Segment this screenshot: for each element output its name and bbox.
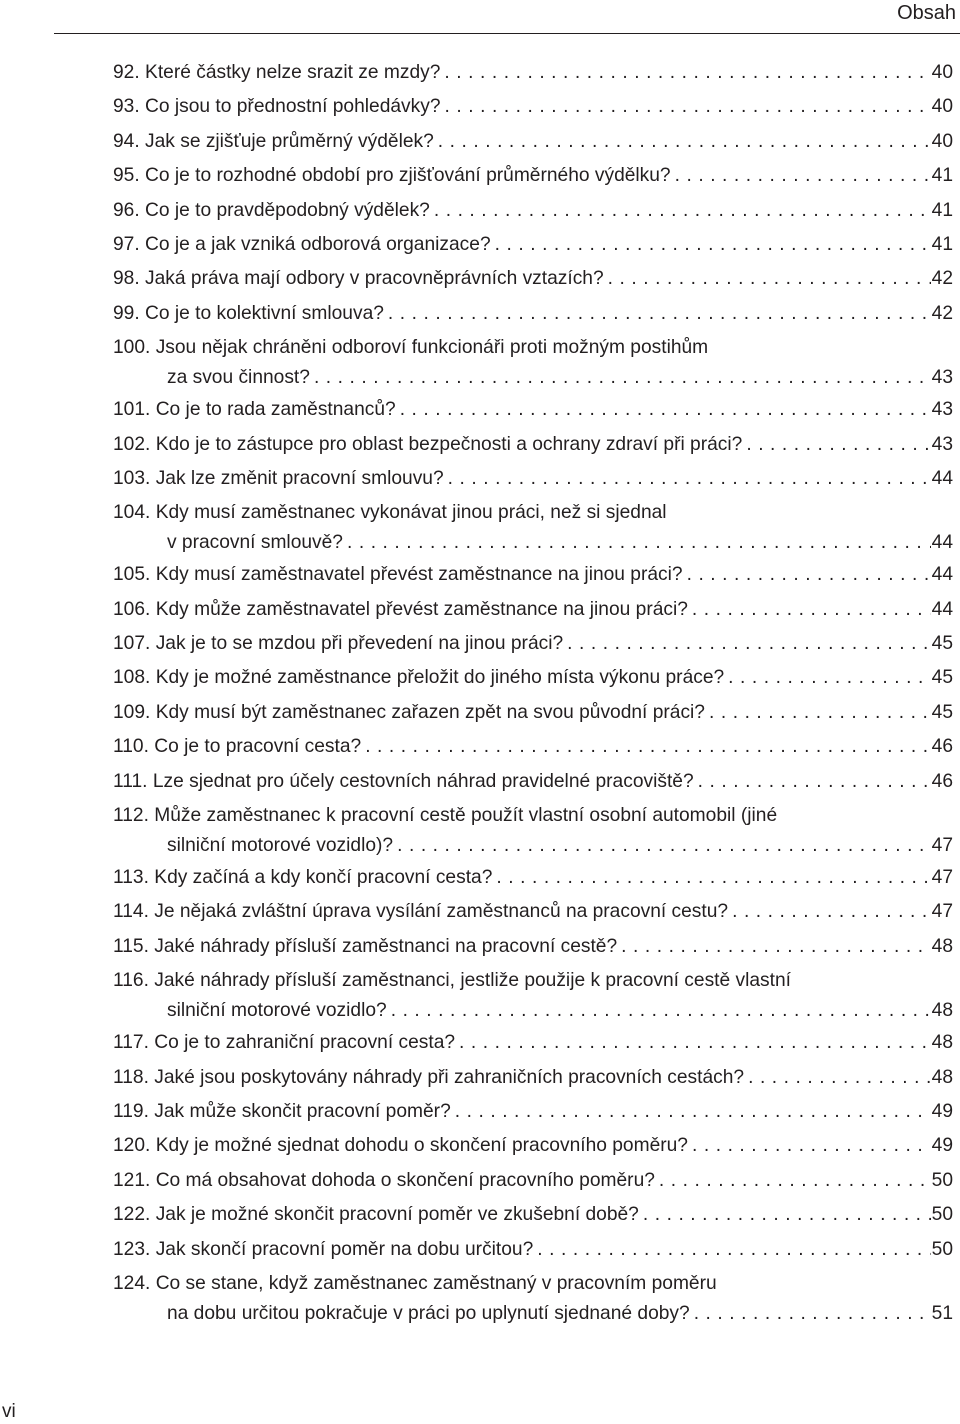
- dot-leader: [748, 1063, 931, 1093]
- dot-leader: [643, 1200, 931, 1230]
- toc-entry-title: Co jsou to přednostní pohledávky?: [145, 96, 441, 118]
- dot-leader: [728, 663, 930, 693]
- toc-entry-number: 111.: [113, 770, 148, 792]
- toc-entry-line: [113, 1200, 953, 1230]
- toc-entry-line: [113, 264, 953, 294]
- dot-leader: [709, 698, 931, 728]
- toc-entry-number: 114.: [113, 901, 149, 923]
- dot-leader: [455, 1097, 931, 1127]
- toc-entry[interactable]: [113, 333, 953, 393]
- toc-entry-line: [113, 464, 953, 494]
- toc-entry-title: Jak lze změnit pracovní smlouvu?: [155, 467, 444, 489]
- toc-entry[interactable]: [113, 863, 953, 893]
- toc-entry-line: [113, 161, 953, 191]
- toc-entry-title: Jaké náhrady přísluší zaměstnanci na pracovní cestě?: [154, 935, 618, 957]
- toc-entry[interactable]: [113, 395, 953, 425]
- dot-leader: [347, 528, 931, 558]
- toc-entry-line: [113, 863, 953, 893]
- toc-entry-page: 44: [931, 598, 953, 620]
- toc-entry-title: Jsou nějak chráněni odboroví funkcionáři proti možným postihům: [155, 337, 709, 359]
- toc-entry-number: 117.: [113, 1032, 149, 1054]
- dot-leader: [391, 996, 931, 1026]
- toc-entry-number: 106.: [113, 598, 151, 620]
- toc-entry[interactable]: [113, 127, 953, 157]
- toc-entry-title: Kdy musí být zaměstnanec zařazen zpět na svou původní práci?: [155, 701, 705, 723]
- toc-entry[interactable]: [113, 663, 953, 693]
- toc-entry-number: 113.: [113, 867, 149, 889]
- toc-entry-page: 50: [931, 1204, 953, 1226]
- toc-entry-number: 92.: [113, 62, 140, 83]
- toc-entry[interactable]: [113, 1063, 953, 1093]
- toc-entry-page: 47: [931, 867, 953, 889]
- dot-leader: [434, 196, 931, 226]
- toc-entry[interactable]: [113, 1200, 953, 1230]
- toc-entry-page: 44: [931, 532, 953, 554]
- toc-entry-title-continued: silniční motorové vozidlo?: [167, 1000, 387, 1022]
- toc-entry[interactable]: [113, 1028, 953, 1058]
- toc-entry-last-line: [113, 996, 953, 1026]
- toc-entry-number: 118.: [113, 1066, 149, 1088]
- toc-entry-title: Jak je to se mzdou při převedení na jinou práci?: [155, 633, 564, 655]
- toc-entry-number: 96.: [113, 199, 140, 221]
- toc-entry[interactable]: [113, 196, 953, 226]
- dot-leader: [687, 560, 931, 590]
- toc-entry-title: Je nějaká zvláštní úprava vysílání zaměstnanců na pracovní cestu?: [154, 901, 729, 923]
- dot-leader: [692, 1131, 931, 1161]
- running-head: Obsah: [897, 2, 956, 24]
- toc-entry-number: 102.: [113, 433, 151, 455]
- toc-entry-line: [113, 663, 953, 693]
- toc-entry-page: 43: [931, 399, 953, 421]
- toc-entry[interactable]: [113, 732, 953, 762]
- toc-entry-line: [113, 629, 953, 659]
- toc-entry-title: Co je a jak vzniká odborová organizace?: [145, 233, 491, 255]
- toc-entry-line: [113, 932, 953, 962]
- dot-leader: [495, 230, 931, 260]
- toc-entry-page: 43: [931, 433, 953, 455]
- toc-entry-number: 93.: [113, 96, 140, 118]
- toc-entry-line: [113, 230, 953, 260]
- toc-entry-page: 48: [931, 935, 953, 957]
- toc-entry-line: [113, 595, 953, 625]
- toc-entry-number: 97.: [113, 233, 140, 255]
- toc-entry-number: 105.: [113, 564, 151, 586]
- toc-entry-title: Kdy začíná a kdy končí pracovní cesta?: [154, 867, 493, 889]
- dot-leader: [388, 299, 931, 329]
- table-of-contents: [113, 58, 953, 1331]
- dot-leader: [732, 897, 931, 927]
- dot-leader: [692, 595, 931, 625]
- toc-entry[interactable]: [113, 698, 953, 728]
- toc-entry-title-continued: v pracovní smlouvě?: [167, 532, 343, 554]
- toc-entry-page: 41: [931, 199, 953, 221]
- toc-entry-number: 123.: [113, 1238, 151, 1260]
- toc-entry-line: [113, 1131, 953, 1161]
- toc-entry-page: 50: [931, 1238, 953, 1260]
- dot-leader: [746, 430, 930, 460]
- toc-entry-page: 50: [931, 1169, 953, 1191]
- toc-entry-title: Co je to rozhodné období pro zjišťování průměrného výdělku?: [145, 165, 671, 187]
- dot-leader: [314, 363, 931, 393]
- toc-entry-page: 45: [931, 633, 953, 655]
- toc-entry-title: Kdy musí zaměstnavatel převést zaměstnance na jinou práci?: [155, 564, 683, 586]
- toc-entry-number: 101.: [113, 399, 151, 421]
- toc-entry-page: 42: [931, 268, 953, 290]
- toc-entry-title: Kdy je možné zaměstnance přeložit do jiného místa výkonu práce?: [155, 667, 725, 689]
- toc-entry-page: 45: [931, 701, 953, 723]
- header-rule: [54, 33, 960, 34]
- toc-entry-page: 48: [931, 1000, 953, 1022]
- toc-entry-line: [113, 560, 953, 590]
- toc-entry-title: Co je to rada zaměstnanců?: [155, 399, 396, 421]
- dot-leader: [438, 127, 931, 157]
- toc-entry-title-continued: na dobu určitou pokračuje v práci po uplynutí sjednané doby?: [167, 1302, 690, 1324]
- toc-entry-number: 119.: [113, 1100, 149, 1122]
- toc-entry-page: 41: [931, 233, 953, 255]
- toc-entry-title: Může zaměstnanec k pracovní cestě použít vlastní osobní automobil (jiné: [154, 805, 778, 827]
- toc-entry-number: 98.: [113, 268, 140, 290]
- toc-entry-title: Jak se zjišťuje průměrný výdělek?: [145, 130, 434, 152]
- toc-entry-title: Co je to kolektivní smlouva?: [145, 302, 384, 324]
- toc-entry[interactable]: [113, 966, 953, 1026]
- dot-leader: [444, 58, 930, 88]
- toc-entry[interactable]: [113, 629, 953, 659]
- toc-entry-number: 116.: [113, 970, 149, 992]
- toc-entry-number: 115.: [113, 935, 149, 957]
- toc-entry-page: 47: [931, 901, 953, 923]
- dot-leader: [537, 1235, 930, 1265]
- dot-leader: [459, 1028, 931, 1058]
- toc-entry-first-line: [113, 966, 953, 996]
- dot-leader: [608, 264, 931, 294]
- toc-entry-title: Kdo je to zástupce pro oblast bezpečnosti a ochrany zdraví při práci?: [155, 433, 743, 455]
- dot-leader: [659, 1166, 931, 1196]
- toc-entry[interactable]: [113, 92, 953, 122]
- dot-leader: [496, 863, 930, 893]
- toc-entry-line: [113, 92, 953, 122]
- toc-entry-number: 108.: [113, 667, 151, 689]
- toc-entry-page: 40: [931, 130, 953, 152]
- toc-entry-line: [113, 58, 953, 88]
- toc-entry-page: 46: [931, 770, 953, 792]
- toc-entry-last-line: [113, 831, 953, 861]
- toc-entry-first-line: [113, 1269, 953, 1299]
- toc-entry-page: 48: [931, 1032, 953, 1054]
- dot-leader: [365, 732, 930, 762]
- toc-entry-title: Jaká práva mají odbory v pracovněprávních vztazích?: [145, 268, 604, 290]
- toc-entry-title: Co se stane, když zaměstnanec zaměstnaný v pracovním poměru: [155, 1272, 717, 1294]
- toc-entry[interactable]: [113, 767, 953, 797]
- toc-entry-first-line: [113, 801, 953, 831]
- toc-entry-number: 110.: [113, 736, 149, 758]
- toc-entry-number: 124.: [113, 1272, 151, 1294]
- toc-entry[interactable]: [113, 58, 953, 88]
- toc-entry-first-line: [113, 333, 953, 363]
- page-number: vi: [2, 1401, 16, 1422]
- toc-entry-title: Jak může skončit pracovní poměr?: [154, 1100, 451, 1122]
- toc-entry-page: 47: [931, 835, 953, 857]
- toc-entry[interactable]: [113, 498, 953, 558]
- dot-leader: [621, 932, 931, 962]
- toc-entry[interactable]: [113, 464, 953, 494]
- toc-entry-page: 44: [931, 467, 953, 489]
- toc-entry-title: Lze sjednat pro účely cestovních náhrad pravidelné pracoviště?: [152, 770, 694, 792]
- toc-entry-last-line: [113, 528, 953, 558]
- toc-entry[interactable]: [113, 161, 953, 191]
- toc-entry[interactable]: [113, 1131, 953, 1161]
- toc-entry-line: [113, 430, 953, 460]
- toc-entry-page: 41: [931, 165, 953, 187]
- toc-entry-last-line: [113, 1299, 953, 1329]
- toc-entry-last-line: [113, 363, 953, 393]
- toc-entry-number: 112.: [113, 805, 149, 827]
- toc-entry-page: 49: [931, 1100, 953, 1122]
- toc-entry-title: Jaké náhrady přísluší zaměstnanci, jestliže použije k pracovní cestě vlastní: [154, 970, 791, 992]
- toc-entry-number: 99.: [113, 302, 140, 324]
- dot-leader: [445, 92, 931, 122]
- toc-entry-number: 109.: [113, 701, 151, 723]
- toc-entry-page: 48: [931, 1066, 953, 1088]
- toc-entry[interactable]: [113, 801, 953, 861]
- toc-entry[interactable]: [113, 560, 953, 590]
- toc-entry-page: 45: [931, 667, 953, 689]
- dot-leader: [400, 395, 931, 425]
- toc-entry-number: 94.: [113, 130, 140, 152]
- toc-entry-page: 42: [931, 302, 953, 324]
- toc-entry-number: 122.: [113, 1204, 151, 1226]
- toc-entry-first-line: [113, 498, 953, 528]
- toc-entry-line: [113, 1097, 953, 1127]
- toc-entry[interactable]: [113, 897, 953, 927]
- toc-entry[interactable]: [113, 595, 953, 625]
- dot-leader: [567, 629, 931, 659]
- toc-entry-title: Jaké jsou poskytovány náhrady při zahraničních pracovních cestách?: [154, 1066, 745, 1088]
- toc-entry-line: [113, 1166, 953, 1196]
- toc-entry-title: Kdy je možné sjednat dohodu o skončení pracovního poměru?: [155, 1135, 688, 1157]
- toc-entry-title-continued: za svou činnost?: [167, 367, 310, 389]
- dot-leader: [694, 1299, 931, 1329]
- toc-entry-number: 100.: [113, 337, 151, 359]
- toc-entry-number: 95.: [113, 165, 140, 187]
- toc-entry[interactable]: [113, 1166, 953, 1196]
- toc-entry-page: 40: [931, 62, 953, 83]
- toc-entry-page: 40: [931, 96, 953, 118]
- toc-entry[interactable]: [113, 299, 953, 329]
- toc-entry-title: Které částky nelze srazit ze mzdy?: [145, 62, 441, 83]
- toc-entry-number: 103.: [113, 467, 151, 489]
- toc-entry[interactable]: [113, 230, 953, 260]
- toc-entry-title: Jak skončí pracovní poměr na dobu určitou?: [155, 1238, 534, 1260]
- toc-entry-title: Co má obsahovat dohoda o skončení pracovního poměru?: [155, 1169, 655, 1191]
- toc-entry-title: Jak je možné skončit pracovní poměr ve zkušební době?: [155, 1204, 639, 1226]
- toc-entry-line: [113, 767, 953, 797]
- toc-entry[interactable]: [113, 264, 953, 294]
- toc-entry[interactable]: [113, 1269, 953, 1329]
- dot-leader: [448, 464, 931, 494]
- toc-entry-line: [113, 395, 953, 425]
- toc-entry[interactable]: [113, 1097, 953, 1127]
- toc-entry-line: [113, 1235, 953, 1265]
- toc-entry-number: 121.: [113, 1169, 151, 1191]
- toc-entry-line: [113, 1028, 953, 1058]
- toc-entry-line: [113, 897, 953, 927]
- toc-entry-title: Kdy musí zaměstnanec vykonávat jinou práci, než si sjednal: [155, 502, 667, 524]
- toc-entry-number: 104.: [113, 502, 151, 524]
- toc-entry-line: [113, 732, 953, 762]
- toc-entry-title-continued: silniční motorové vozidlo)?: [167, 835, 394, 857]
- toc-entry-number: 107.: [113, 633, 151, 655]
- toc-entry-page: 51: [931, 1302, 953, 1324]
- toc-entry-number: 120.: [113, 1135, 151, 1157]
- toc-entry-title: Kdy může zaměstnavatel převést zaměstnance na jinou práci?: [155, 598, 688, 620]
- dot-leader: [397, 831, 931, 861]
- dot-leader: [675, 161, 931, 191]
- toc-entry-line: [113, 698, 953, 728]
- toc-entry[interactable]: [113, 932, 953, 962]
- toc-entry[interactable]: [113, 430, 953, 460]
- toc-entry-page: 46: [931, 736, 953, 758]
- toc-entry[interactable]: [113, 1235, 953, 1265]
- toc-entry-line: [113, 196, 953, 226]
- toc-entry-page: 49: [931, 1135, 953, 1157]
- dot-leader: [698, 767, 931, 797]
- toc-entry-title: Co je to pravděpodobný výdělek?: [145, 199, 430, 221]
- toc-entry-page: 44: [931, 564, 953, 586]
- toc-entry-line: [113, 299, 953, 329]
- toc-entry-title: Co je to pracovní cesta?: [154, 736, 362, 758]
- toc-entry-page: 43: [931, 367, 953, 389]
- toc-entry-line: [113, 127, 953, 157]
- toc-entry-title: Co je to zahraniční pracovní cesta?: [154, 1032, 456, 1054]
- toc-entry-line: [113, 1063, 953, 1093]
